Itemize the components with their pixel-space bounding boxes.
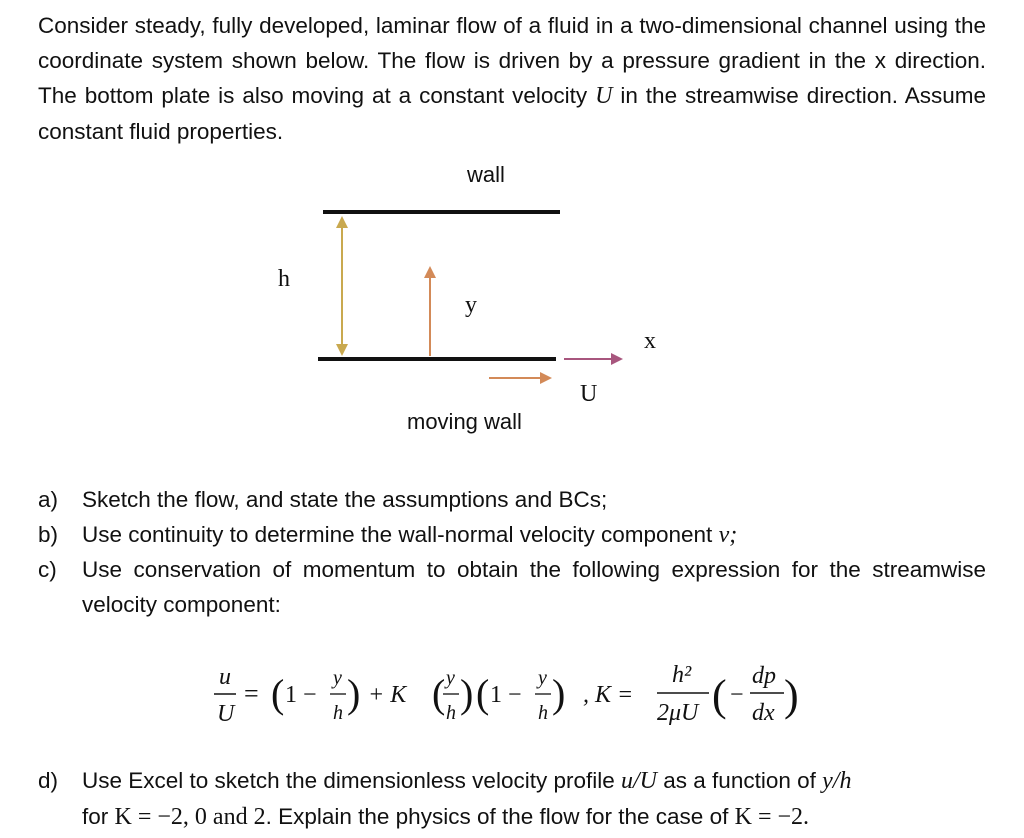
svg-text:(: ( bbox=[432, 671, 446, 716]
question-d-tag: d) bbox=[38, 768, 59, 793]
svg-text:): ) bbox=[460, 671, 474, 716]
eq-y2: y bbox=[446, 667, 455, 689]
velocity-label: U bbox=[580, 381, 598, 407]
svg-text:(: ( bbox=[476, 671, 490, 716]
intro-text: Consider steady, fully developed, laminar flow of a fluid in a two-dimensional channel using the coordinate system shown below. The flow is driven by a pressure gradient in the x direction. The bottom plate is also moving at a constant velocity bbox=[38, 13, 986, 108]
eq-y3: y bbox=[538, 667, 547, 689]
question-b-tag: b) bbox=[38, 522, 59, 547]
question-a-text: Sketch the flow, and state the assumptions and BCs; bbox=[82, 487, 608, 512]
eq-h3: h bbox=[538, 702, 548, 724]
wall-label: wall bbox=[467, 162, 505, 187]
question-d-var1: u/U bbox=[621, 768, 658, 794]
question-d bbox=[38, 763, 986, 833]
eq-plus-k: + K bbox=[368, 682, 407, 708]
question-b-text: Use continuity to determine the wall-normal velocity component bbox=[82, 522, 713, 547]
question-d-text3: for bbox=[82, 804, 109, 829]
question-a-tag: a) bbox=[38, 487, 59, 512]
question-c-text: Use conservation of momentum to obtain the following expression for the streamwise velocity component: bbox=[82, 557, 986, 617]
eq-sep-k: , K = bbox=[583, 682, 634, 708]
eq-rhs-den: 2μU bbox=[657, 700, 699, 726]
eq-y1: y bbox=[333, 667, 342, 689]
eq-lhs-num: u bbox=[219, 664, 231, 690]
question-d-text2: as a function of bbox=[663, 768, 816, 793]
question-d-var4: K = −2. bbox=[734, 804, 810, 830]
eq-dp: dp bbox=[752, 663, 776, 689]
intro-var-U: U bbox=[595, 83, 613, 109]
question-d-var3: K = −2, 0 and 2 bbox=[114, 804, 266, 830]
question-b-var: v; bbox=[718, 522, 738, 548]
eq-neg: − bbox=[730, 682, 744, 708]
eq-h1: h bbox=[333, 702, 343, 724]
svg-text:): ) bbox=[552, 671, 566, 716]
paren-open-1: ( bbox=[271, 671, 285, 716]
eq-rhs-num: h² bbox=[672, 662, 692, 688]
height-label: h bbox=[278, 266, 290, 292]
moving-wall-label: moving wall bbox=[407, 409, 522, 434]
svg-text:): ) bbox=[784, 671, 799, 720]
eq-dx: dx bbox=[752, 700, 775, 726]
question-d-text4: . Explain the physics of the flow for the case of bbox=[265, 804, 729, 829]
eq-lhs-den: U bbox=[217, 701, 235, 727]
question-d-text1: Use Excel to sketch the dimensionless velocity profile bbox=[82, 768, 615, 793]
eq-h2: h bbox=[446, 702, 456, 724]
question-c-tag: c) bbox=[38, 557, 57, 582]
y-axis-label: y bbox=[465, 292, 477, 318]
paren-close-1: ) bbox=[347, 671, 361, 716]
svg-text:1 −: 1 − bbox=[490, 682, 522, 708]
intro-tail: in the streamwise direction. Assume constant fluid properties. bbox=[38, 83, 986, 144]
svg-text:1 −: 1 − bbox=[285, 682, 317, 708]
x-axis-label: x bbox=[644, 328, 656, 354]
question-d-var2: y/h bbox=[822, 768, 852, 794]
svg-text:(: ( bbox=[712, 671, 727, 720]
eq-equals: = bbox=[244, 679, 259, 708]
